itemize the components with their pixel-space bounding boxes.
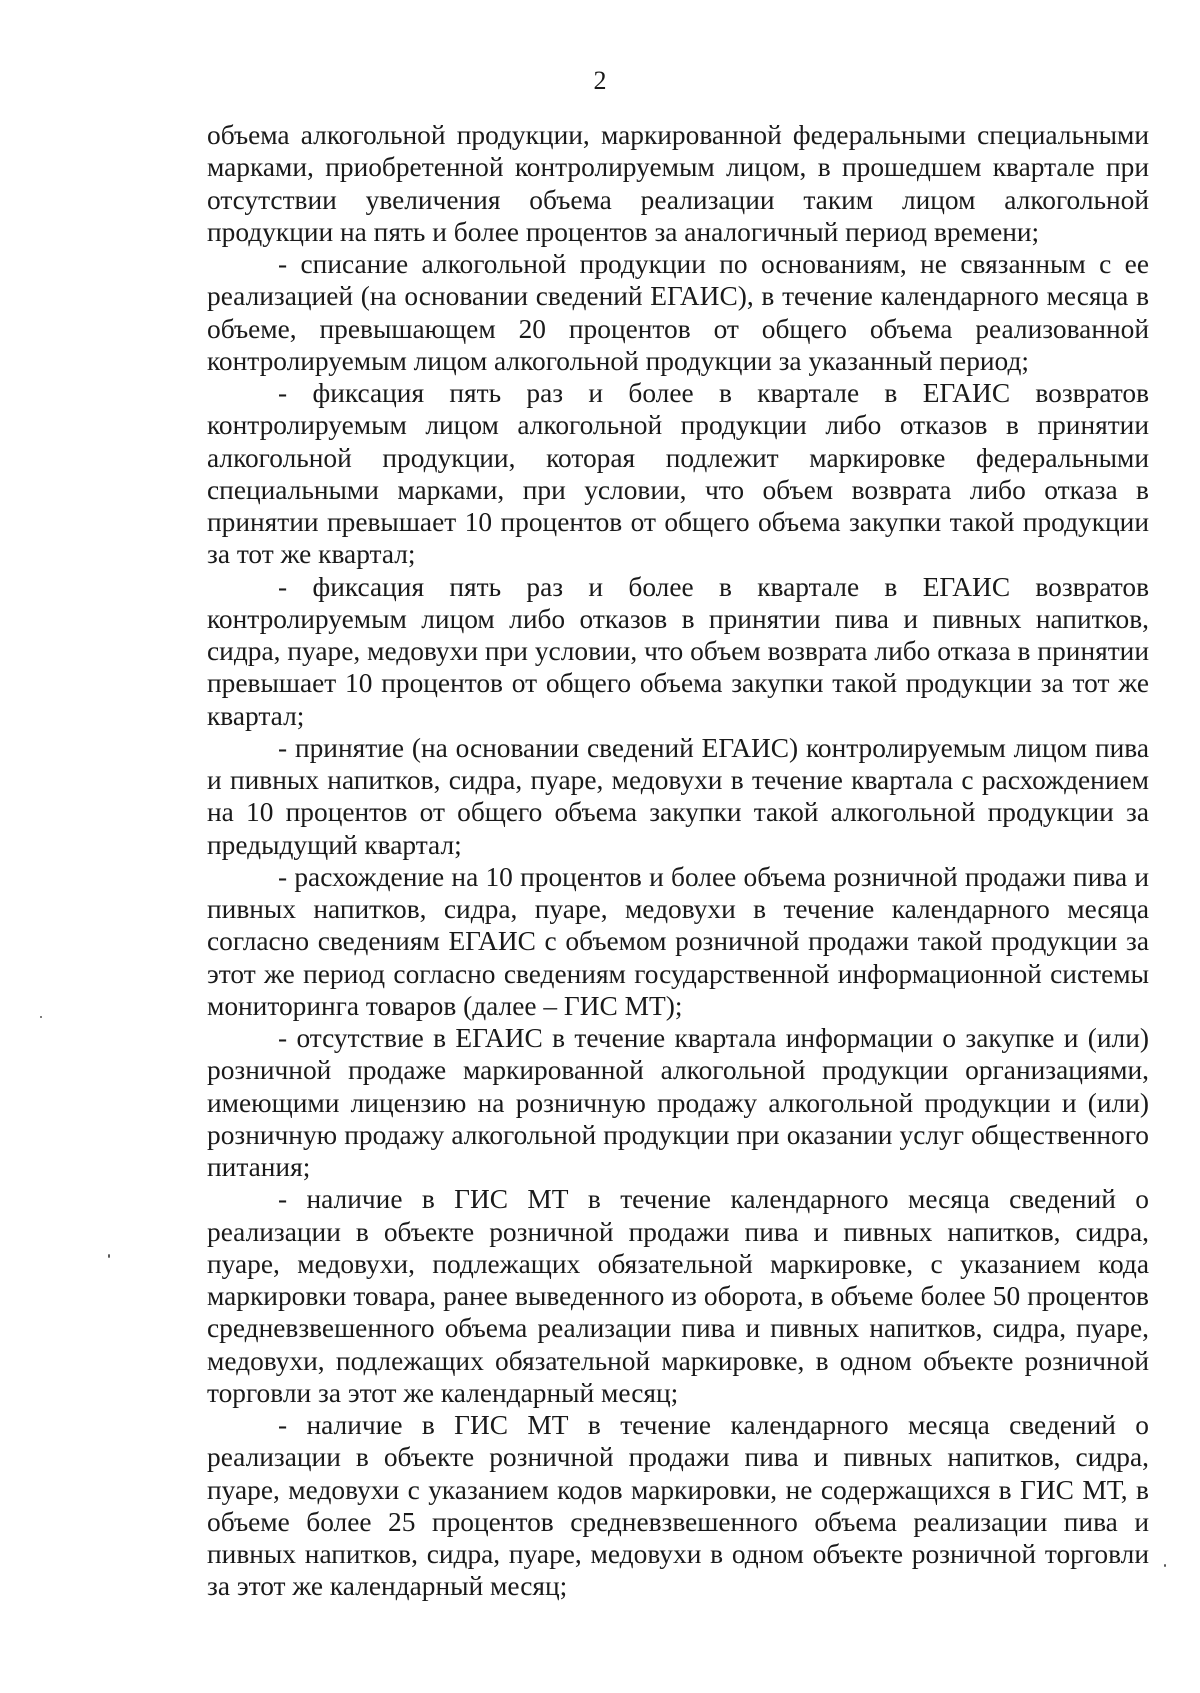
paragraph-continuation: объема алкогольной продукции, маркированной федеральными специальными марками, приобретенной контролируемым лицом, в прошедшем квартале при отсутствии увеличения объема реализации таким лицом алкогольной продукции на пять и более процентов за аналогичный период времени; <box>207 120 1149 247</box>
paragraph-list-item: - принятие (на основании сведений ЕГАИС) контролируемым лицом пива и пивных напитков, сидра, пуаре, медовухи в течение квартала с расхождением на 10 процентов от общего объема закупки такой алкогольной продукции за предыдущий квартал; <box>207 732 1149 860</box>
paragraph-list-item: - фиксация пять раз и более в квартале в ЕГАИС возвратов контролируемым лицом алкогольной продукции либо отказов в принятии алкогольной продукции, которая подлежит маркировке федеральными специальными марками, при условии, что объем возврата либо отказа в принятии превышает 10 процентов от общего объема закупки такой продукции за тот же квартал; <box>207 378 1149 570</box>
scan-speck <box>1164 1564 1166 1567</box>
paragraph-list-item: - фиксация пять раз и более в квартале в ЕГАИС возвратов контролируемым лицом либо отказов в принятии пива и пивных напитков, сидра, пуаре, медовухи при условии, что объем возврата либо отказа в принятии превышает 10 процентов от общего объема закупки такой продукции за тот же квартал; <box>207 571 1149 731</box>
paragraph-list-item: - наличие в ГИС МТ в течение календарного месяца сведений о реализации в объекте розничной продажи пива и пивных напитков, сидра, пуаре, медовухи, подлежащих обязательной маркировке, с указанием кода маркировки товара, ранее выведенного из оборота, в объеме более 50 процентов средневзвешенного объема реализации пива и пивных напитков, сидра, пуаре, медовухи, подлежащих обязательной маркировке, в одном объекте розничной торговли за этот же календарный месяц; <box>207 1184 1149 1408</box>
paragraph-list-item: - отсутствие в ЕГАИС в течение квартала информации о закупке и (или) розничной продаже маркированной алкогольной продукции организациями, имеющими лицензию на розничную продажу алкогольной продукции и (или) розничную продажу алкогольной продукции при оказании услуг общественного питания; <box>207 1023 1149 1182</box>
paragraph-list-item: - расхождение на 10 процентов и более объема розничной продажи пива и пивных напитков, сидра, пуаре, медовухи в течение календарного месяца согласно сведениям ЕГАИС с объемом розничной продажи такой продукции за этот же период согласно сведениям государственной информационной системы мониторинга товаров (далее – ГИС МТ); <box>207 861 1149 1021</box>
page-number: 2 <box>593 66 607 95</box>
document-body <box>207 119 1149 1603</box>
scan-speck <box>108 1254 110 1258</box>
paragraph-list-item: - списание алкогольной продукции по основаниям, не связанным с ее реализацией (на основании сведений ЕГАИС), в течение календарного месяца в объеме, превышающем 20 процентов от общего объема реализованной контролируемым лицом алкогольной продукции за указанный период; <box>207 249 1149 376</box>
paragraph-list-item: - наличие в ГИС МТ в течение календарного месяца сведений о реализации в объекте розничной продажи пива и пивных напитков, сидра, пуаре, медовухи с указанием кодов маркировки, не содержащихся в ГИС МТ, в объеме более 25 процентов средневзвешенного объема реализации пива и пивных напитков, сидра, пуаре, медовухи в одном объекте розничной торговли за этот же календарный месяц; <box>207 1410 1149 1602</box>
scan-speck <box>40 1016 42 1018</box>
